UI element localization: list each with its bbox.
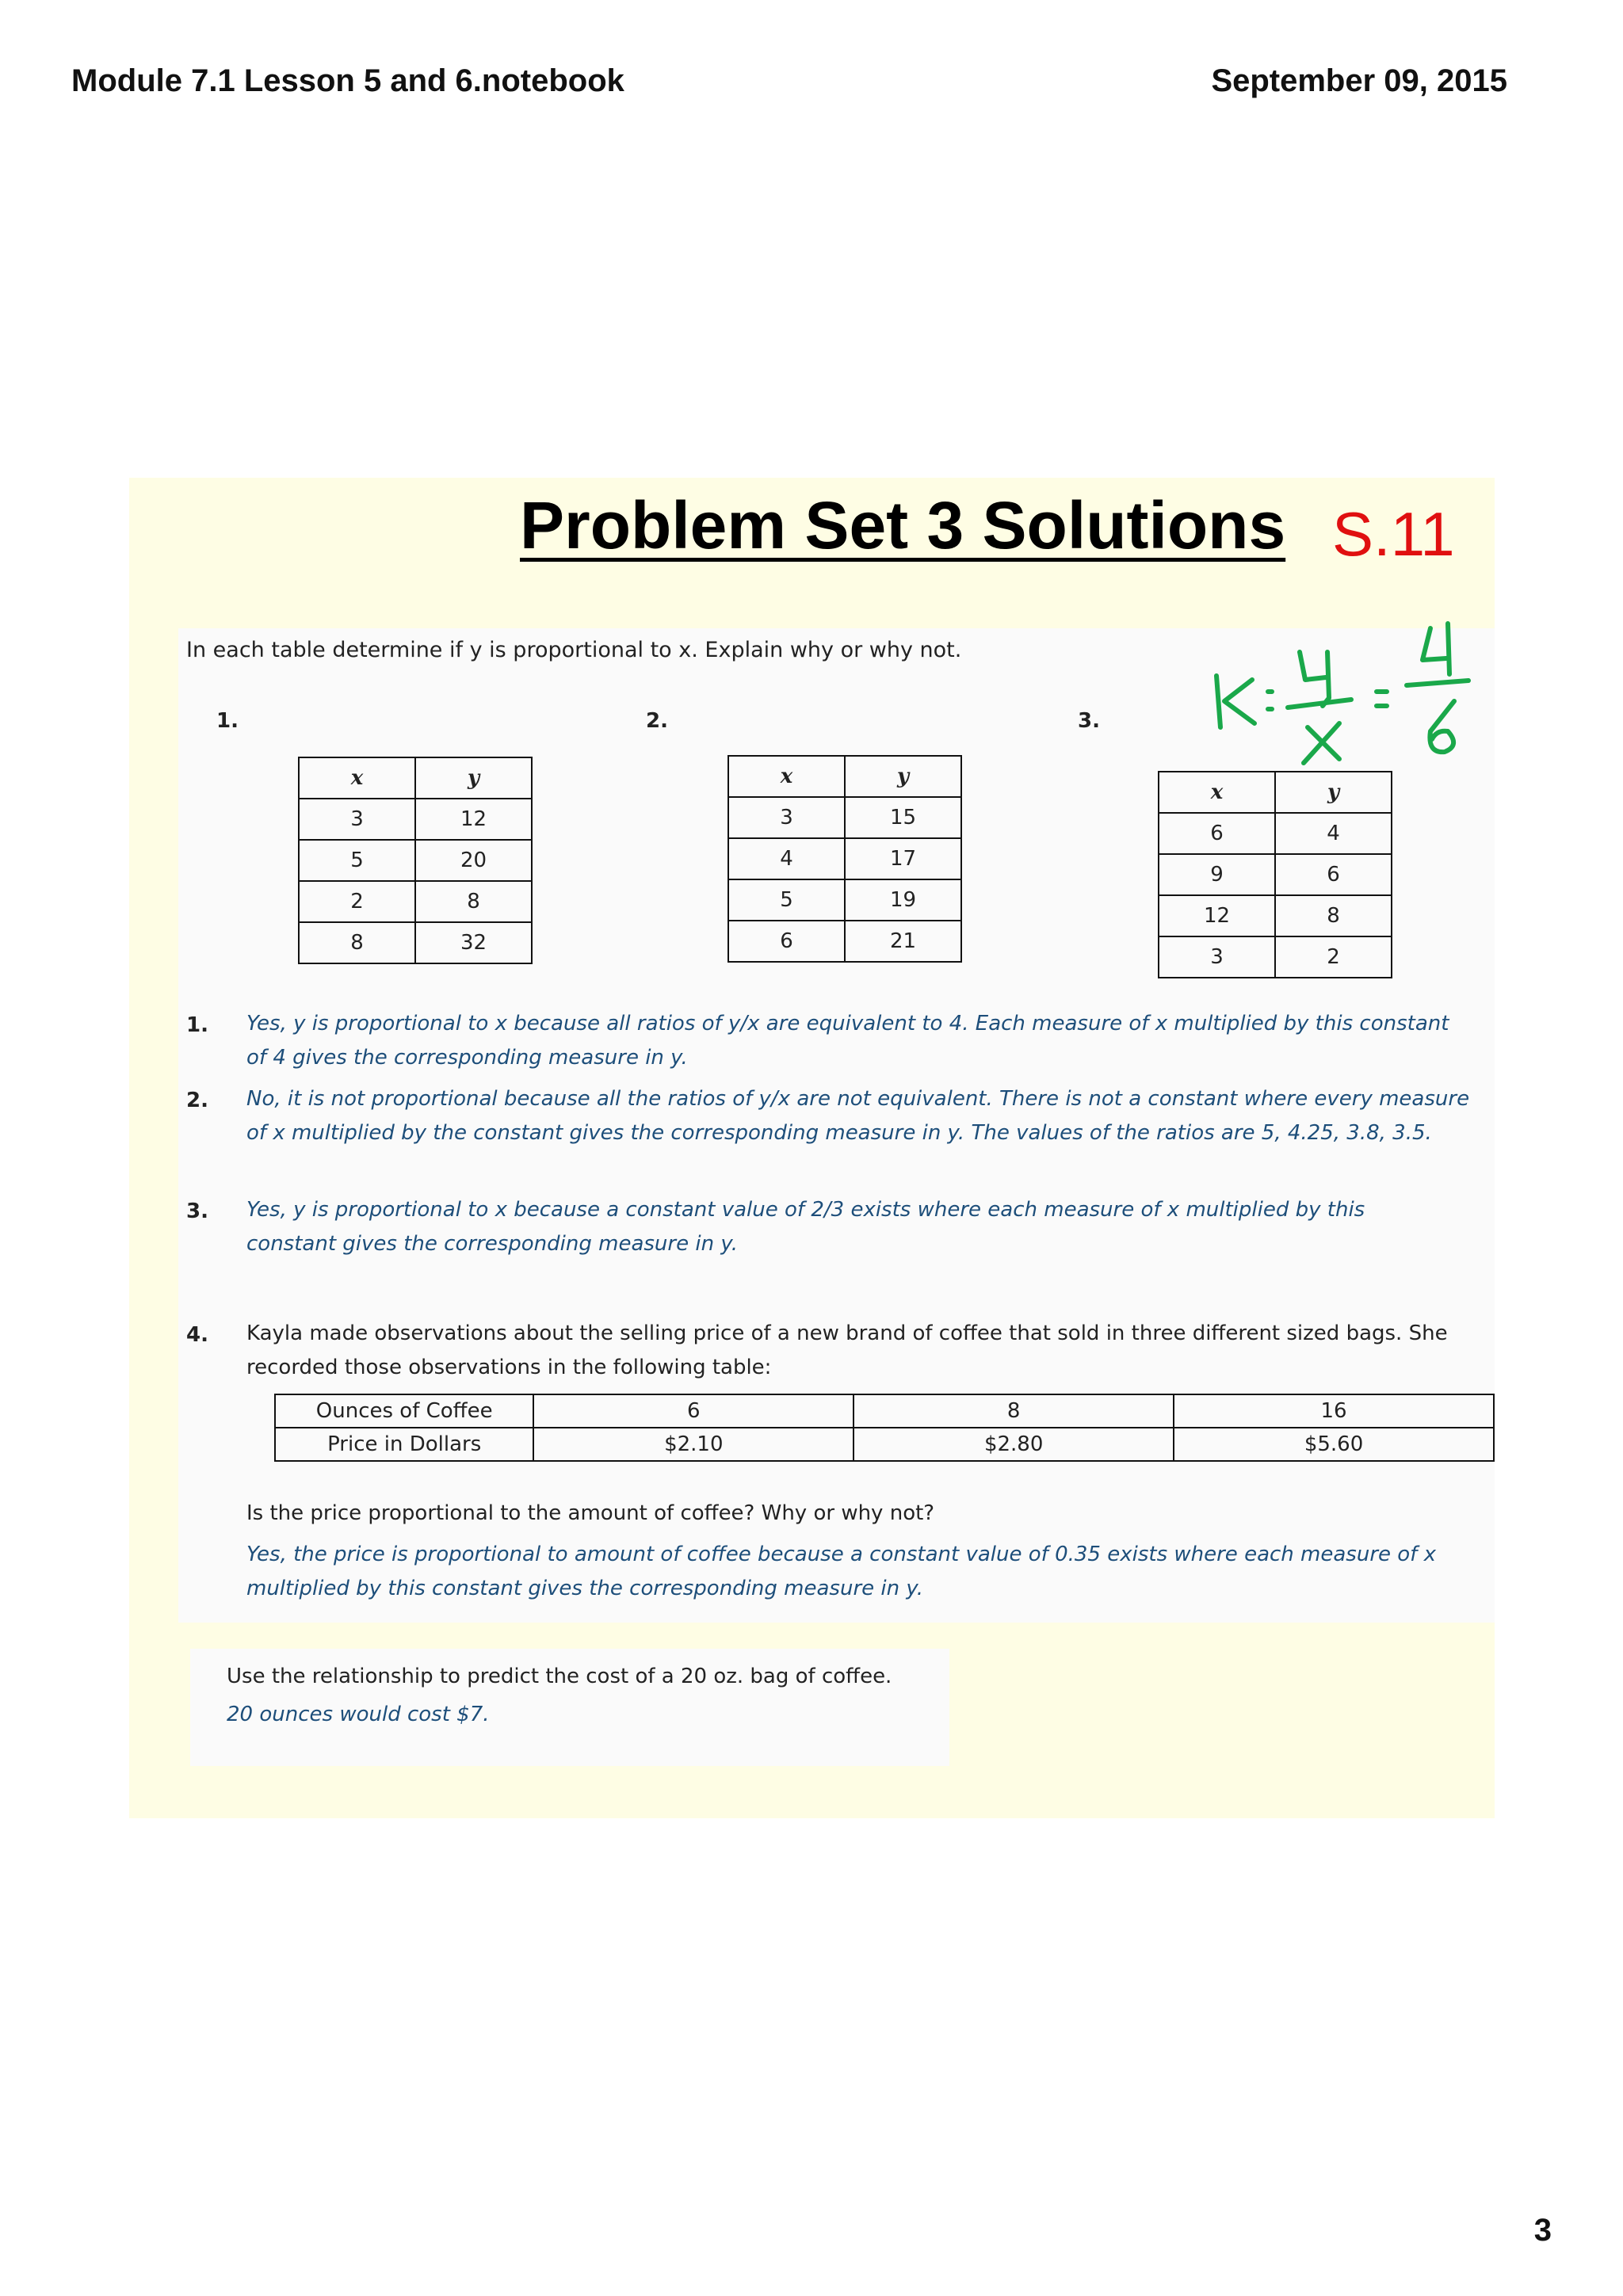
question-text: Is the price proportional to the amount of coffee? Why or why not? <box>246 1501 935 1525</box>
handwriting-annotation <box>1193 612 1494 771</box>
table-cell: 9 <box>1159 854 1275 895</box>
column-header: y <box>1275 772 1392 813</box>
table-cell: 6 <box>533 1394 854 1428</box>
table-cell: 6 <box>728 921 845 962</box>
table-cell: 4 <box>728 838 845 879</box>
row-label: Price in Dollars <box>275 1428 533 1461</box>
answer-text: Yes, the price is proportional to amount of coffee because a constant value of 0.35 exists where each measure of x multiplied by this constant gives the corresponding measure in y. <box>246 1543 1436 1600</box>
answer-number: 1. <box>186 1013 208 1037</box>
slide-code: S.11 <box>1332 499 1455 569</box>
slide-title: Problem Set 3 Solutions <box>520 488 1286 563</box>
table-cell: 32 <box>415 922 532 963</box>
table-cell: 6 <box>1275 854 1392 895</box>
column-header: y <box>415 757 532 799</box>
answer-text: 20 ounces would cost $7. <box>227 1703 490 1726</box>
table-cell: $2.80 <box>854 1428 1174 1461</box>
worksheet-image-part-2 <box>190 1649 949 1766</box>
problem-text: Kayla made observations about the selling price of a new brand of coffee that sold in three different sized bags. She recorded those observations in the following table: <box>246 1322 1448 1379</box>
table-cell: 3 <box>728 797 845 838</box>
answer-number: 2. <box>186 1089 208 1112</box>
page-number: 3 <box>1533 2213 1552 2248</box>
table-label: 1. <box>216 709 239 733</box>
table-2 <box>727 755 962 963</box>
table-cell: 5 <box>299 840 415 881</box>
table-cell: 12 <box>415 799 532 840</box>
table-cell: 6 <box>1159 813 1275 854</box>
slide <box>129 478 1495 1818</box>
table-1 <box>298 757 533 964</box>
answer-text: Yes, y is proportional to x because a constant value of 2/3 exists where each measure of x multiplied by this constant gives the corresponding measure in y. <box>246 1198 1365 1256</box>
column-header: y <box>845 756 961 797</box>
table-cell: 8 <box>1275 895 1392 936</box>
table-cell: 4 <box>1275 813 1392 854</box>
table-cell: 12 <box>1159 895 1275 936</box>
instruction-text: In each table determine if y is proportional to x. Explain why or why not. <box>186 638 962 662</box>
table-label: 3. <box>1078 709 1100 733</box>
column-header: x <box>1159 772 1275 813</box>
problem-number: 4. <box>186 1323 208 1347</box>
table-cell: 5 <box>728 879 845 921</box>
coffee-table <box>274 1394 1495 1462</box>
table-3 <box>1158 771 1392 978</box>
column-header: x <box>728 756 845 797</box>
table-cell: 16 <box>1174 1394 1494 1428</box>
table-cell: 8 <box>854 1394 1174 1428</box>
table-cell: $5.60 <box>1174 1428 1494 1461</box>
table-cell: 3 <box>1159 936 1275 978</box>
table-cell: 2 <box>299 881 415 922</box>
table-cell: 17 <box>845 838 961 879</box>
table-cell: 19 <box>845 879 961 921</box>
row-label: Ounces of Coffee <box>275 1394 533 1428</box>
answer-text: No, it is not proportional because all the ratios of y/x are not equivalent. There is not a constant where every measure of x multiplied by the constant gives the corresponding measure in y. The values of the ratios are 5, 4.25, 3.8, 3.5. <box>246 1087 1470 1145</box>
table-cell: 8 <box>299 922 415 963</box>
answer-number: 3. <box>186 1199 208 1223</box>
table-cell: 8 <box>415 881 532 922</box>
column-header: x <box>299 757 415 799</box>
notebook-title: Module 7.1 Lesson 5 and 6.notebook <box>71 63 624 98</box>
worksheet-image <box>178 628 1495 1623</box>
table-label: 2. <box>646 709 668 733</box>
notebook-date: September 09, 2015 <box>1211 63 1507 98</box>
table-cell: 20 <box>415 840 532 881</box>
table-cell: 3 <box>299 799 415 840</box>
table-cell: 15 <box>845 797 961 838</box>
table-cell: $2.10 <box>533 1428 854 1461</box>
table-cell: 2 <box>1275 936 1392 978</box>
table-cell: 21 <box>845 921 961 962</box>
question-text: Use the relationship to predict the cost of a 20 oz. bag of coffee. <box>227 1665 892 1688</box>
answer-text: Yes, y is proportional to x because all ratios of y/x are equivalent to 4. Each measure of x multiplied by this constant of 4 gives the corresponding measure in y. <box>246 1012 1449 1070</box>
